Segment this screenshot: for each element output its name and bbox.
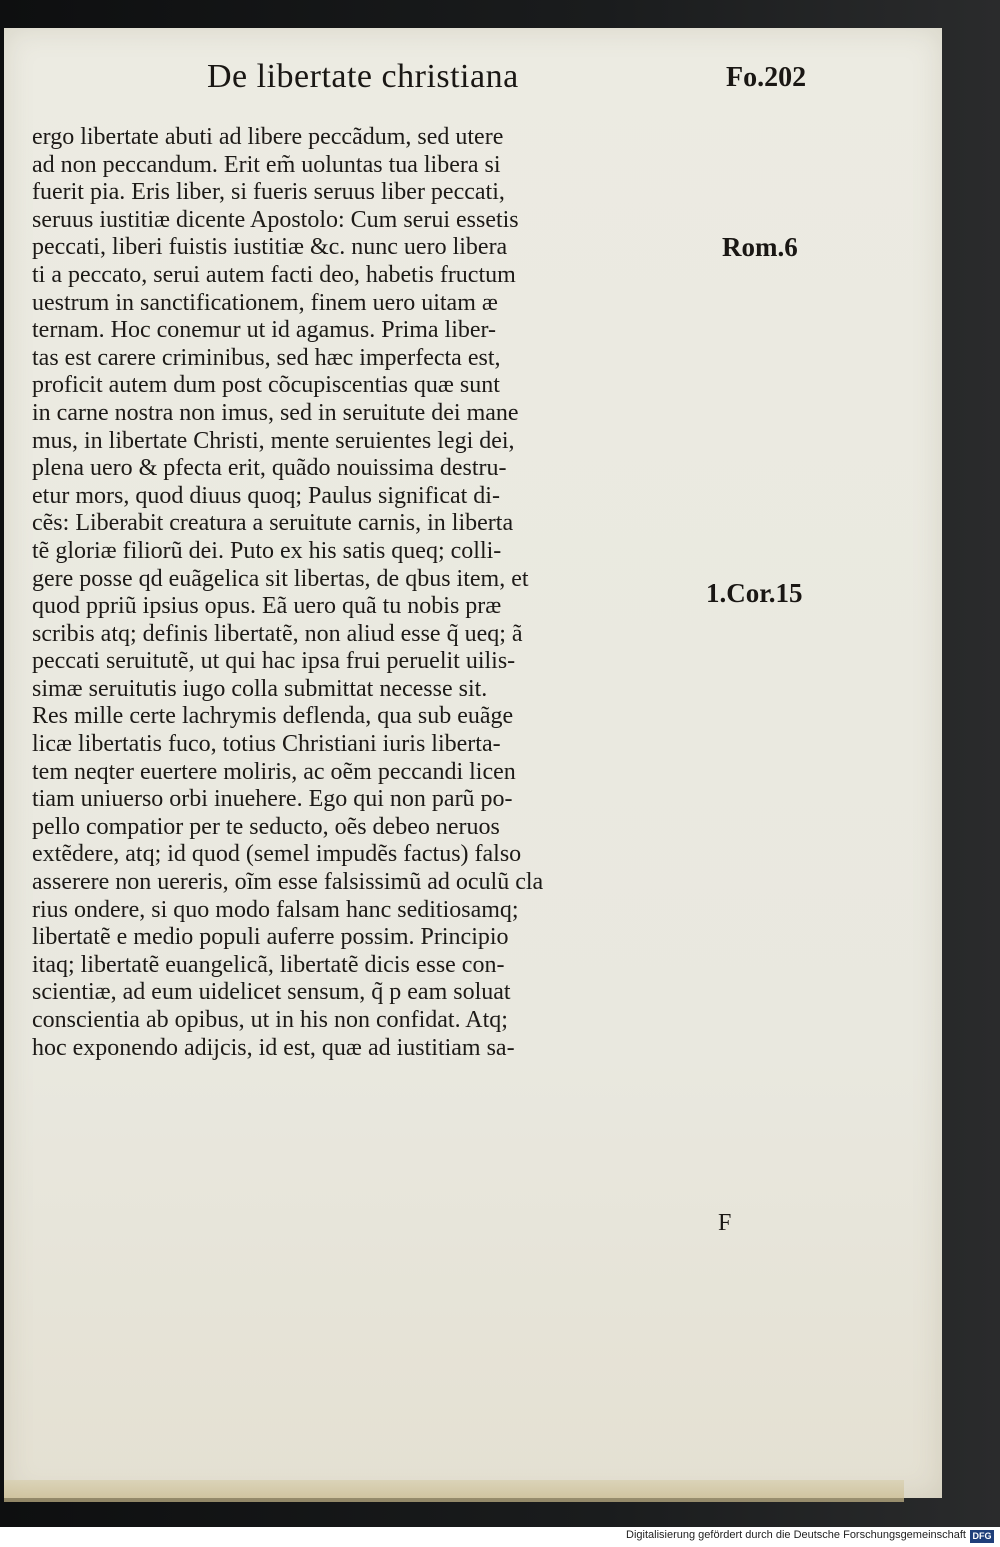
text-line: mus, in libertate Christi, mente seruientes legi dei, [32, 427, 515, 454]
text-line: asserere non uereris, oĩm esse falsissimũ ad oculũ cla [32, 869, 544, 896]
text-line: scientiæ, ad eum uidelicet sensum, q̃ p eam soluat [32, 979, 511, 1006]
text-line: cẽs: Liberabit creatura a seruitute carnis, in liberta [32, 510, 514, 537]
text-line: uestrum in sanctificationem, finem uero uitam æ [32, 289, 498, 316]
text-line: tem neqter euertere moliris, ac oẽm peccandi licen [32, 758, 516, 785]
text-line: plena uero & pfecta erit, quãdo nouissima destru- [32, 455, 507, 482]
marginal-note: Rom.6 [722, 232, 798, 262]
page-header [0, 58, 1000, 108]
text-line: quod ppriũ ipsius opus. Eã uero quã tu nobis præ [32, 593, 502, 620]
text-line: extẽdere, atq; id quod (semel impudẽs factus) falso [32, 841, 522, 868]
text-line: simæ seruitutis iugo colla submittat necesse sit. [32, 675, 488, 702]
text-line: seruus iustitiæ dicente Apostolo: Cum serui essetis [32, 206, 519, 233]
text-line: conscientia ab opibus, ut in his non confidat. Atq; [32, 1007, 508, 1033]
text-line: hoc exponendo adijcis, id est, quæ ad iustitiam sa- [32, 1034, 515, 1061]
text-line: gere posse qd euãgelica sit libertas, de qbus item, et [32, 565, 529, 592]
funding-credit: Digitalisierung gefördert durch die Deutsche Forschungsgemeinschaft [626, 1529, 966, 1541]
footer-strip [0, 1527, 1000, 1547]
text-line: ti a peccato, serui autem facti deo, habetis fructum [32, 261, 516, 288]
text-line: ergo libertate abuti ad libere peccãdum, sed utere [32, 124, 504, 150]
text-line: tiam uniuerso orbi inuehere. Ego qui non parũ po- [32, 786, 513, 813]
text-line: tas est carere criminibus, sed hæc imperfecta est, [32, 344, 501, 371]
text-line: rius ondere, si quo modo falsam hanc seditiosamq; [32, 896, 519, 923]
text-line: licæ libertatis fuco, totius Christiani iuris liberta- [32, 731, 501, 758]
text-line: etur mors, quod diuus quoq; Paulus significat di- [32, 482, 500, 509]
text-line: itaq; libertatẽ euangelicã, libertatẽ dicis esse con- [32, 951, 505, 978]
folio-number: Fo.202 [726, 62, 807, 93]
text-line: in carne nostra non imus, sed in seruitute dei mane [32, 399, 519, 426]
text-line: libertatẽ e medio populi auferre possim. Principio [32, 924, 509, 951]
text-line: Res mille certe lachrymis deflenda, qua sub euãge [32, 703, 514, 730]
text-line: peccati seruitutẽ, ut qui hac ipsa frui peruelit uilis- [32, 648, 516, 675]
page-edge [4, 1480, 904, 1502]
text-line: ternam. Hoc conemur ut id agamus. Prima liber- [32, 317, 497, 344]
text-line: pello compatior per te seducto, oẽs debeo neruos [32, 813, 500, 840]
text-line: tẽ gloriæ filiorũ dei. Puto ex his satis queq; colli- [32, 537, 502, 564]
marginal-mark: F [718, 1210, 732, 1236]
text-line: fuerit pia. Eris liber, si fueris seruus liber peccati, [32, 179, 505, 206]
marginal-note: 1.Cor.15 [706, 578, 803, 608]
running-title: De libertate christiana [207, 58, 519, 95]
text-line: peccati, liberi fuistis iustitiæ &c. nunc uero libera [32, 234, 508, 261]
text-line: scribis atq; definis libertatẽ, non aliud esse q̃ ueq; ã [32, 620, 523, 647]
body-text [32, 124, 712, 1062]
dfg-logo: DFG [970, 1530, 994, 1543]
text-line: proficit autem dum post cõcupiscentias quæ sunt [32, 372, 500, 399]
text-line: ad non peccandum. Erit em̃ uoluntas tua libera si [32, 151, 501, 178]
